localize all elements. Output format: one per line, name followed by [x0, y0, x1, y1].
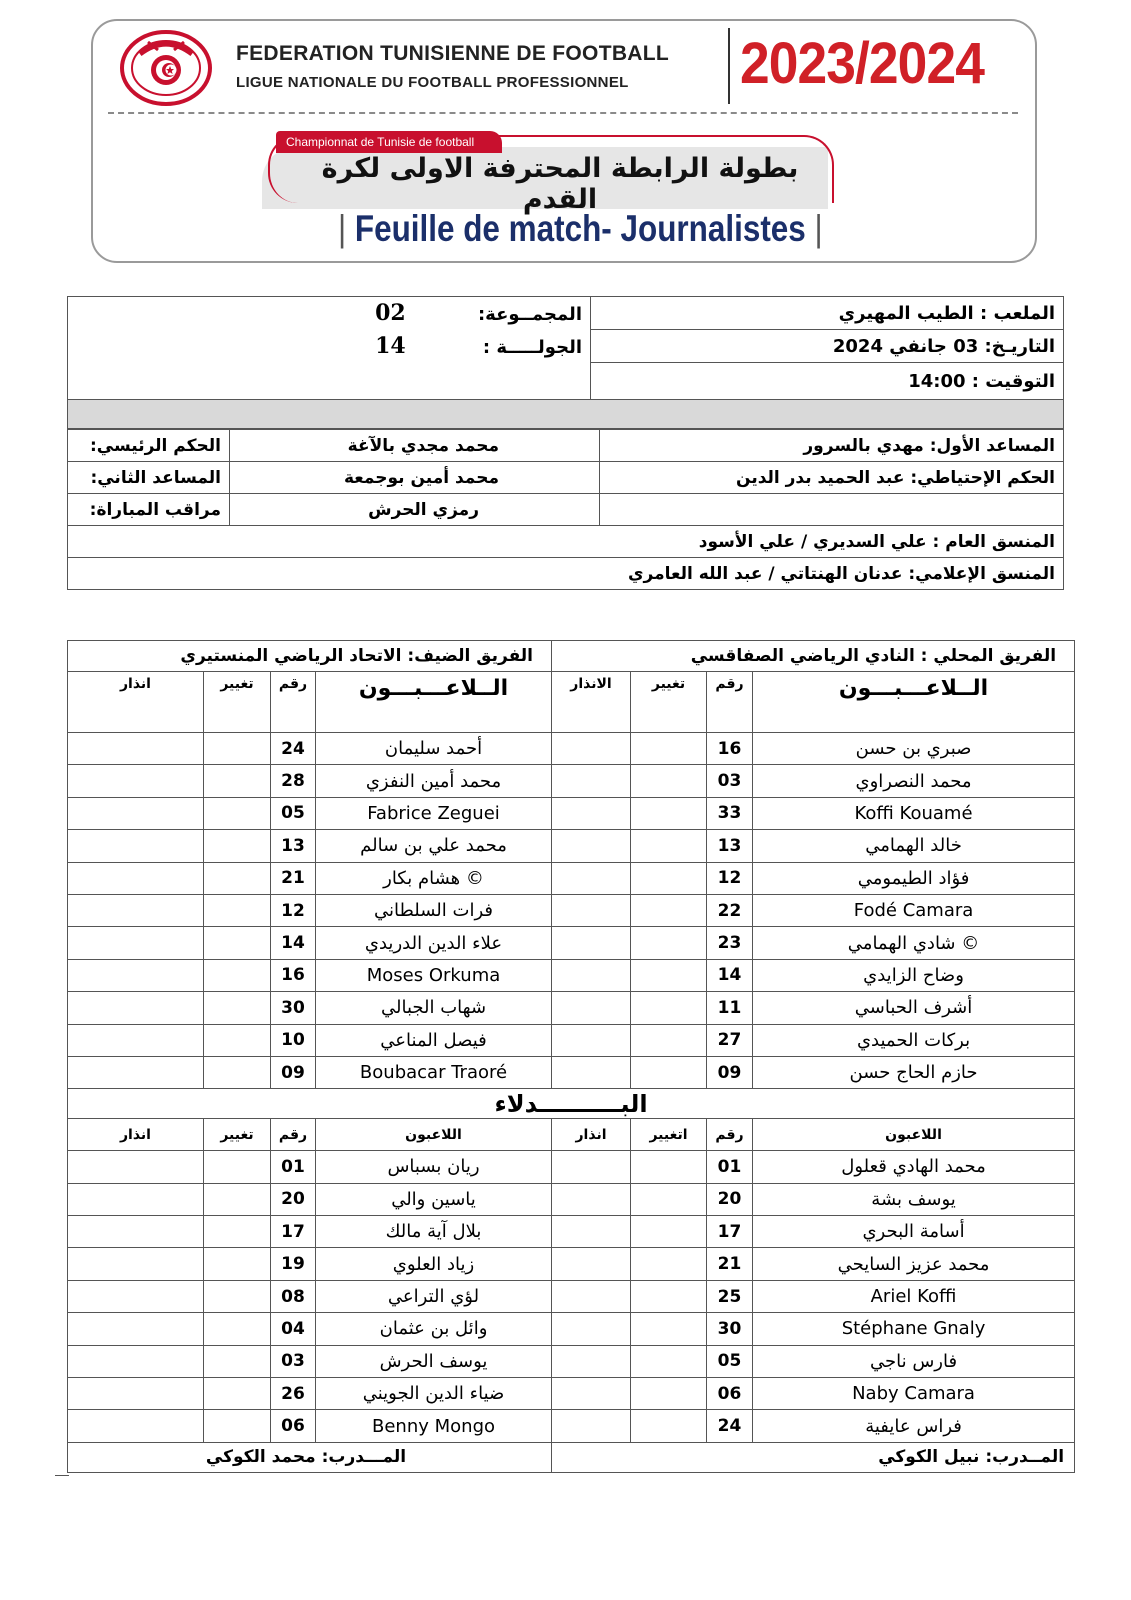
home-warning	[552, 1024, 631, 1056]
away-change-col: تغيير	[204, 672, 271, 733]
group-cell	[68, 297, 591, 330]
away-number-col: رقم	[271, 672, 316, 733]
away-player-name: يوسف الحرش	[316, 1345, 552, 1377]
substitute-row	[68, 1345, 1075, 1377]
home-number: 27	[707, 1024, 753, 1056]
home-number: 25	[707, 1280, 753, 1312]
round-value: 14	[375, 333, 406, 359]
away-number: 30	[271, 992, 316, 1024]
home-player-name: خالد الهمامي	[753, 830, 1075, 862]
substitute-row	[68, 1151, 1075, 1183]
home-warning	[552, 1151, 631, 1183]
away-change	[204, 959, 271, 991]
home-number: 13	[707, 830, 753, 862]
away-number: 13	[271, 830, 316, 862]
away-player-name: Fabrice Zeguei	[316, 797, 552, 829]
away-change	[204, 1313, 271, 1345]
away-coach: المـــدرب: محمد الكوكي	[68, 1442, 552, 1472]
home-change	[631, 1378, 707, 1410]
away-player-name: هشام بكار ©	[316, 862, 552, 894]
away-player-name: ياسين والي	[316, 1183, 552, 1215]
away-sub-warning-col: انذار	[68, 1119, 204, 1151]
match-info-table	[67, 296, 1064, 429]
substitute-row	[68, 1313, 1075, 1345]
match-time: التوقيت : 14:00	[591, 363, 1064, 400]
away-player-name: Moses Orkuma	[316, 959, 552, 991]
home-warning	[552, 1378, 631, 1410]
home-warning	[552, 959, 631, 991]
ftf-logo-icon	[118, 28, 214, 106]
home-change	[631, 1313, 707, 1345]
assistant-2-label: المساعد الثاني:	[68, 462, 230, 494]
away-warning	[68, 992, 204, 1024]
away-change	[204, 1151, 271, 1183]
home-player-name: فارس ناجي	[753, 1345, 1075, 1377]
away-player-name: وائل بن عثمان	[316, 1313, 552, 1345]
empty-cell	[600, 494, 1064, 526]
substitute-row	[68, 1410, 1075, 1442]
home-change	[631, 1345, 707, 1377]
away-change	[204, 1378, 271, 1410]
media-coordinator: المنسق الإعلامي: عدنان الهنتاتي / عبد الله العامري	[68, 558, 1064, 590]
home-sub-number-col: رقم	[707, 1119, 753, 1151]
assistant-1: المساعد الأول: مهدي بالسرور	[600, 430, 1064, 462]
home-number: 12	[707, 862, 753, 894]
away-warning	[68, 765, 204, 797]
dashed-divider	[108, 112, 1018, 114]
away-warning	[68, 1183, 204, 1215]
away-player-name: زياد العلوي	[316, 1248, 552, 1280]
away-number: 03	[271, 1345, 316, 1377]
away-player-name: لؤي التراعي	[316, 1280, 552, 1312]
away-warning	[68, 927, 204, 959]
empty-cell	[68, 363, 591, 400]
home-player-name: فراس عايفية	[753, 1410, 1075, 1442]
fourth-official: الحكم الإحتياطي: عبد الحميد بدر الدين	[600, 462, 1064, 494]
home-warning	[552, 927, 631, 959]
officials-table	[67, 429, 1064, 590]
away-change	[204, 733, 271, 765]
away-player-name: فيصل المناعي	[316, 1024, 552, 1056]
away-player-name: أحمد سليمان	[316, 733, 552, 765]
home-change	[631, 1216, 707, 1248]
home-number: 03	[707, 765, 753, 797]
substitute-row	[68, 1378, 1075, 1410]
home-player-name: أسامة البحري	[753, 1216, 1075, 1248]
away-number: 16	[271, 959, 316, 991]
away-number: 20	[271, 1183, 316, 1215]
away-warning	[68, 1024, 204, 1056]
home-players-col: الــلاعـــبـــون	[753, 672, 1075, 733]
home-number: 20	[707, 1183, 753, 1215]
league-subtitle: LIGUE NATIONALE DU FOOTBALL PROFESSIONNEL	[236, 74, 629, 91]
home-change	[631, 830, 707, 862]
home-player-name: Fodé Camara	[753, 894, 1075, 926]
round-cell	[68, 330, 591, 363]
away-change	[204, 1056, 271, 1088]
away-change	[204, 1183, 271, 1215]
away-warning	[68, 1280, 204, 1312]
away-change	[204, 1345, 271, 1377]
starter-row	[68, 927, 1075, 959]
assistant-2-name: محمد أمين بوجمعة	[230, 462, 600, 494]
starter-row	[68, 992, 1075, 1024]
home-change	[631, 894, 707, 926]
home-number: 21	[707, 1248, 753, 1280]
header-divider	[728, 28, 730, 104]
home-number: 23	[707, 927, 753, 959]
away-change	[204, 862, 271, 894]
away-player-name: Benny Mongo	[316, 1410, 552, 1442]
away-number: 17	[271, 1216, 316, 1248]
away-player-name: Boubacar Traoré	[316, 1056, 552, 1088]
away-warning	[68, 1248, 204, 1280]
home-sub-warning-col: انذار	[552, 1119, 631, 1151]
away-change	[204, 765, 271, 797]
arabic-league-title: بطولة الرابطة المحترفة الاولى لكرة القدم	[321, 153, 799, 215]
home-change	[631, 1280, 707, 1312]
home-warning	[552, 733, 631, 765]
home-change	[631, 733, 707, 765]
home-player-name: بركات الحميدي	[753, 1024, 1075, 1056]
away-number: 10	[271, 1024, 316, 1056]
home-team-header: الفريق المحلي : النادي الرياضي الصفاقسي	[552, 641, 1075, 672]
home-change	[631, 1151, 707, 1183]
substitute-row	[68, 1216, 1075, 1248]
home-player-name: محمد النصراوي	[753, 765, 1075, 797]
home-player-name: حازم الحاج حسن	[753, 1056, 1075, 1088]
away-number: 04	[271, 1313, 316, 1345]
home-player-name: وضاح الزايدي	[753, 959, 1075, 991]
referee-label: الحكم الرئيسي:	[68, 430, 230, 462]
substitute-row	[68, 1280, 1075, 1312]
starter-row	[68, 862, 1075, 894]
substitutes-title: البــــــــــدلاء	[68, 1089, 1075, 1119]
season-label: 2023/2024	[740, 31, 984, 96]
away-warning	[68, 894, 204, 926]
home-change	[631, 992, 707, 1024]
home-number: 17	[707, 1216, 753, 1248]
home-player-name: فؤاد الطيمومي	[753, 862, 1075, 894]
away-player-name: محمد أمين النفزي	[316, 765, 552, 797]
away-warning	[68, 1410, 204, 1442]
championship-tag: Championnat de Tunisie de football	[276, 131, 502, 153]
away-warning	[68, 1151, 204, 1183]
home-change	[631, 1410, 707, 1442]
home-warning	[552, 1056, 631, 1088]
starter-row	[68, 959, 1075, 991]
home-warning	[552, 1183, 631, 1215]
home-change	[631, 1248, 707, 1280]
away-change	[204, 830, 271, 862]
home-player-name: Koffi Kouamé	[753, 797, 1075, 829]
home-player-name: Naby Camara	[753, 1378, 1075, 1410]
away-players-col: الــلاعـــبـــون	[316, 672, 552, 733]
home-warning	[552, 765, 631, 797]
observer-label: مراقب المباراة:	[68, 494, 230, 526]
referee-name: محمد مجدي بالآغة	[230, 430, 600, 462]
away-team-header: الفريق الضيف: الاتحاد الرياضي المنستيري	[68, 641, 552, 672]
home-player-name: Stéphane Gnaly	[753, 1313, 1075, 1345]
substitute-row	[68, 1248, 1075, 1280]
away-warning-col: انذار	[68, 672, 204, 733]
home-change	[631, 765, 707, 797]
home-player-name: Ariel Koffi	[753, 1280, 1075, 1312]
match-date: التاريـخ: 03 جانفي 2024	[591, 330, 1064, 363]
home-change	[631, 1024, 707, 1056]
starter-row	[68, 894, 1075, 926]
home-player-name: صبري بن حسن	[753, 733, 1075, 765]
away-player-name: محمد علي بن سالم	[316, 830, 552, 862]
home-change-col: تغيير	[631, 672, 707, 733]
group-value: 02	[375, 300, 406, 327]
away-warning	[68, 1056, 204, 1088]
away-warning	[68, 959, 204, 991]
away-number: 28	[271, 765, 316, 797]
away-number: 08	[271, 1280, 316, 1312]
home-warning	[552, 1410, 631, 1442]
away-number: 21	[271, 862, 316, 894]
home-number: 11	[707, 992, 753, 1024]
away-change	[204, 1024, 271, 1056]
away-change	[204, 992, 271, 1024]
home-number: 14	[707, 959, 753, 991]
home-number: 24	[707, 1410, 753, 1442]
home-warning	[552, 1345, 631, 1377]
home-change	[631, 959, 707, 991]
away-number: 01	[271, 1151, 316, 1183]
starter-row	[68, 797, 1075, 829]
home-warning	[552, 797, 631, 829]
away-number: 12	[271, 894, 316, 926]
home-player-name: محمد الهادي قعلول	[753, 1151, 1075, 1183]
home-player-name: يوسف بشة	[753, 1183, 1075, 1215]
away-number: 06	[271, 1410, 316, 1442]
home-number-col: رقم	[707, 672, 753, 733]
away-player-name: علاء الدين الدريدي	[316, 927, 552, 959]
away-warning	[68, 862, 204, 894]
away-number: 19	[271, 1248, 316, 1280]
home-number: 33	[707, 797, 753, 829]
starter-row	[68, 1056, 1075, 1088]
home-change	[631, 862, 707, 894]
away-change	[204, 927, 271, 959]
away-sub-change-col: تغيير	[204, 1119, 271, 1151]
starter-row	[68, 830, 1075, 862]
away-number: 14	[271, 927, 316, 959]
away-warning	[68, 797, 204, 829]
away-player-name: فرات السلطاني	[316, 894, 552, 926]
home-player-name: أشرف الحباسي	[753, 992, 1075, 1024]
home-warning	[552, 992, 631, 1024]
document-title-text: Feuille de match- Journalistes	[354, 208, 806, 249]
home-number: 09	[707, 1056, 753, 1088]
home-warning-col: الانذار	[552, 672, 631, 733]
home-warning	[552, 1280, 631, 1312]
substitute-row	[68, 1183, 1075, 1215]
grey-separator	[68, 400, 1064, 429]
observer-name: رمزي الحرش	[230, 494, 600, 526]
home-change	[631, 797, 707, 829]
away-player-name: ضياء الدين الجويني	[316, 1378, 552, 1410]
away-warning	[68, 830, 204, 862]
away-number: 05	[271, 797, 316, 829]
away-number: 26	[271, 1378, 316, 1410]
home-warning	[552, 1313, 631, 1345]
away-warning	[68, 1216, 204, 1248]
away-change	[204, 894, 271, 926]
home-number: 05	[707, 1345, 753, 1377]
away-change	[204, 1280, 271, 1312]
teams-table	[67, 640, 1075, 1473]
away-player-name: ريان بسباس	[316, 1151, 552, 1183]
away-change	[204, 1216, 271, 1248]
away-number: 09	[271, 1056, 316, 1088]
federation-title: FEDERATION TUNISIENNE DE FOOTBALL	[236, 42, 670, 65]
home-number: 30	[707, 1313, 753, 1345]
home-change	[631, 1183, 707, 1215]
starter-row	[68, 765, 1075, 797]
round-label: الجولـــــة :	[482, 337, 582, 358]
away-sub-number-col: رقم	[271, 1119, 316, 1151]
away-warning	[68, 733, 204, 765]
away-player-name: شهاب الجبالي	[316, 992, 552, 1024]
home-warning	[552, 894, 631, 926]
home-number: 01	[707, 1151, 753, 1183]
away-number: 24	[271, 733, 316, 765]
home-warning	[552, 1248, 631, 1280]
starter-row	[68, 733, 1075, 765]
starter-row	[68, 1024, 1075, 1056]
home-warning	[552, 862, 631, 894]
away-warning	[68, 1378, 204, 1410]
away-sub-players-col: اللاعبون	[316, 1119, 552, 1151]
away-warning	[68, 1313, 204, 1345]
general-coordinator: المنسق العام : علي السديري / علي الأسود	[68, 526, 1064, 558]
home-warning	[552, 830, 631, 862]
home-number: 22	[707, 894, 753, 926]
document-title: | Feuille de match- Journalistes |	[337, 208, 823, 249]
group-label: المجمــوعة:	[477, 304, 582, 326]
away-change	[204, 797, 271, 829]
home-player-name: شادي الهمامي ©	[753, 927, 1075, 959]
home-number: 06	[707, 1378, 753, 1410]
home-sub-players-col: اللاعبون	[753, 1119, 1075, 1151]
away-warning	[68, 1345, 204, 1377]
home-number: 16	[707, 733, 753, 765]
home-change	[631, 927, 707, 959]
away-change	[204, 1248, 271, 1280]
home-player-name: محمد عزيز السايحي	[753, 1248, 1075, 1280]
home-warning	[552, 1216, 631, 1248]
table-tail-line	[55, 1475, 69, 1476]
stadium: الملعب : الطيب المهيري	[591, 297, 1064, 330]
home-sub-change-col: اتغيير	[631, 1119, 707, 1151]
home-change	[631, 1056, 707, 1088]
away-player-name: بلال آية مالك	[316, 1216, 552, 1248]
home-coach: المــدرب: نبيل الكوكي	[552, 1442, 1075, 1472]
away-change	[204, 1410, 271, 1442]
